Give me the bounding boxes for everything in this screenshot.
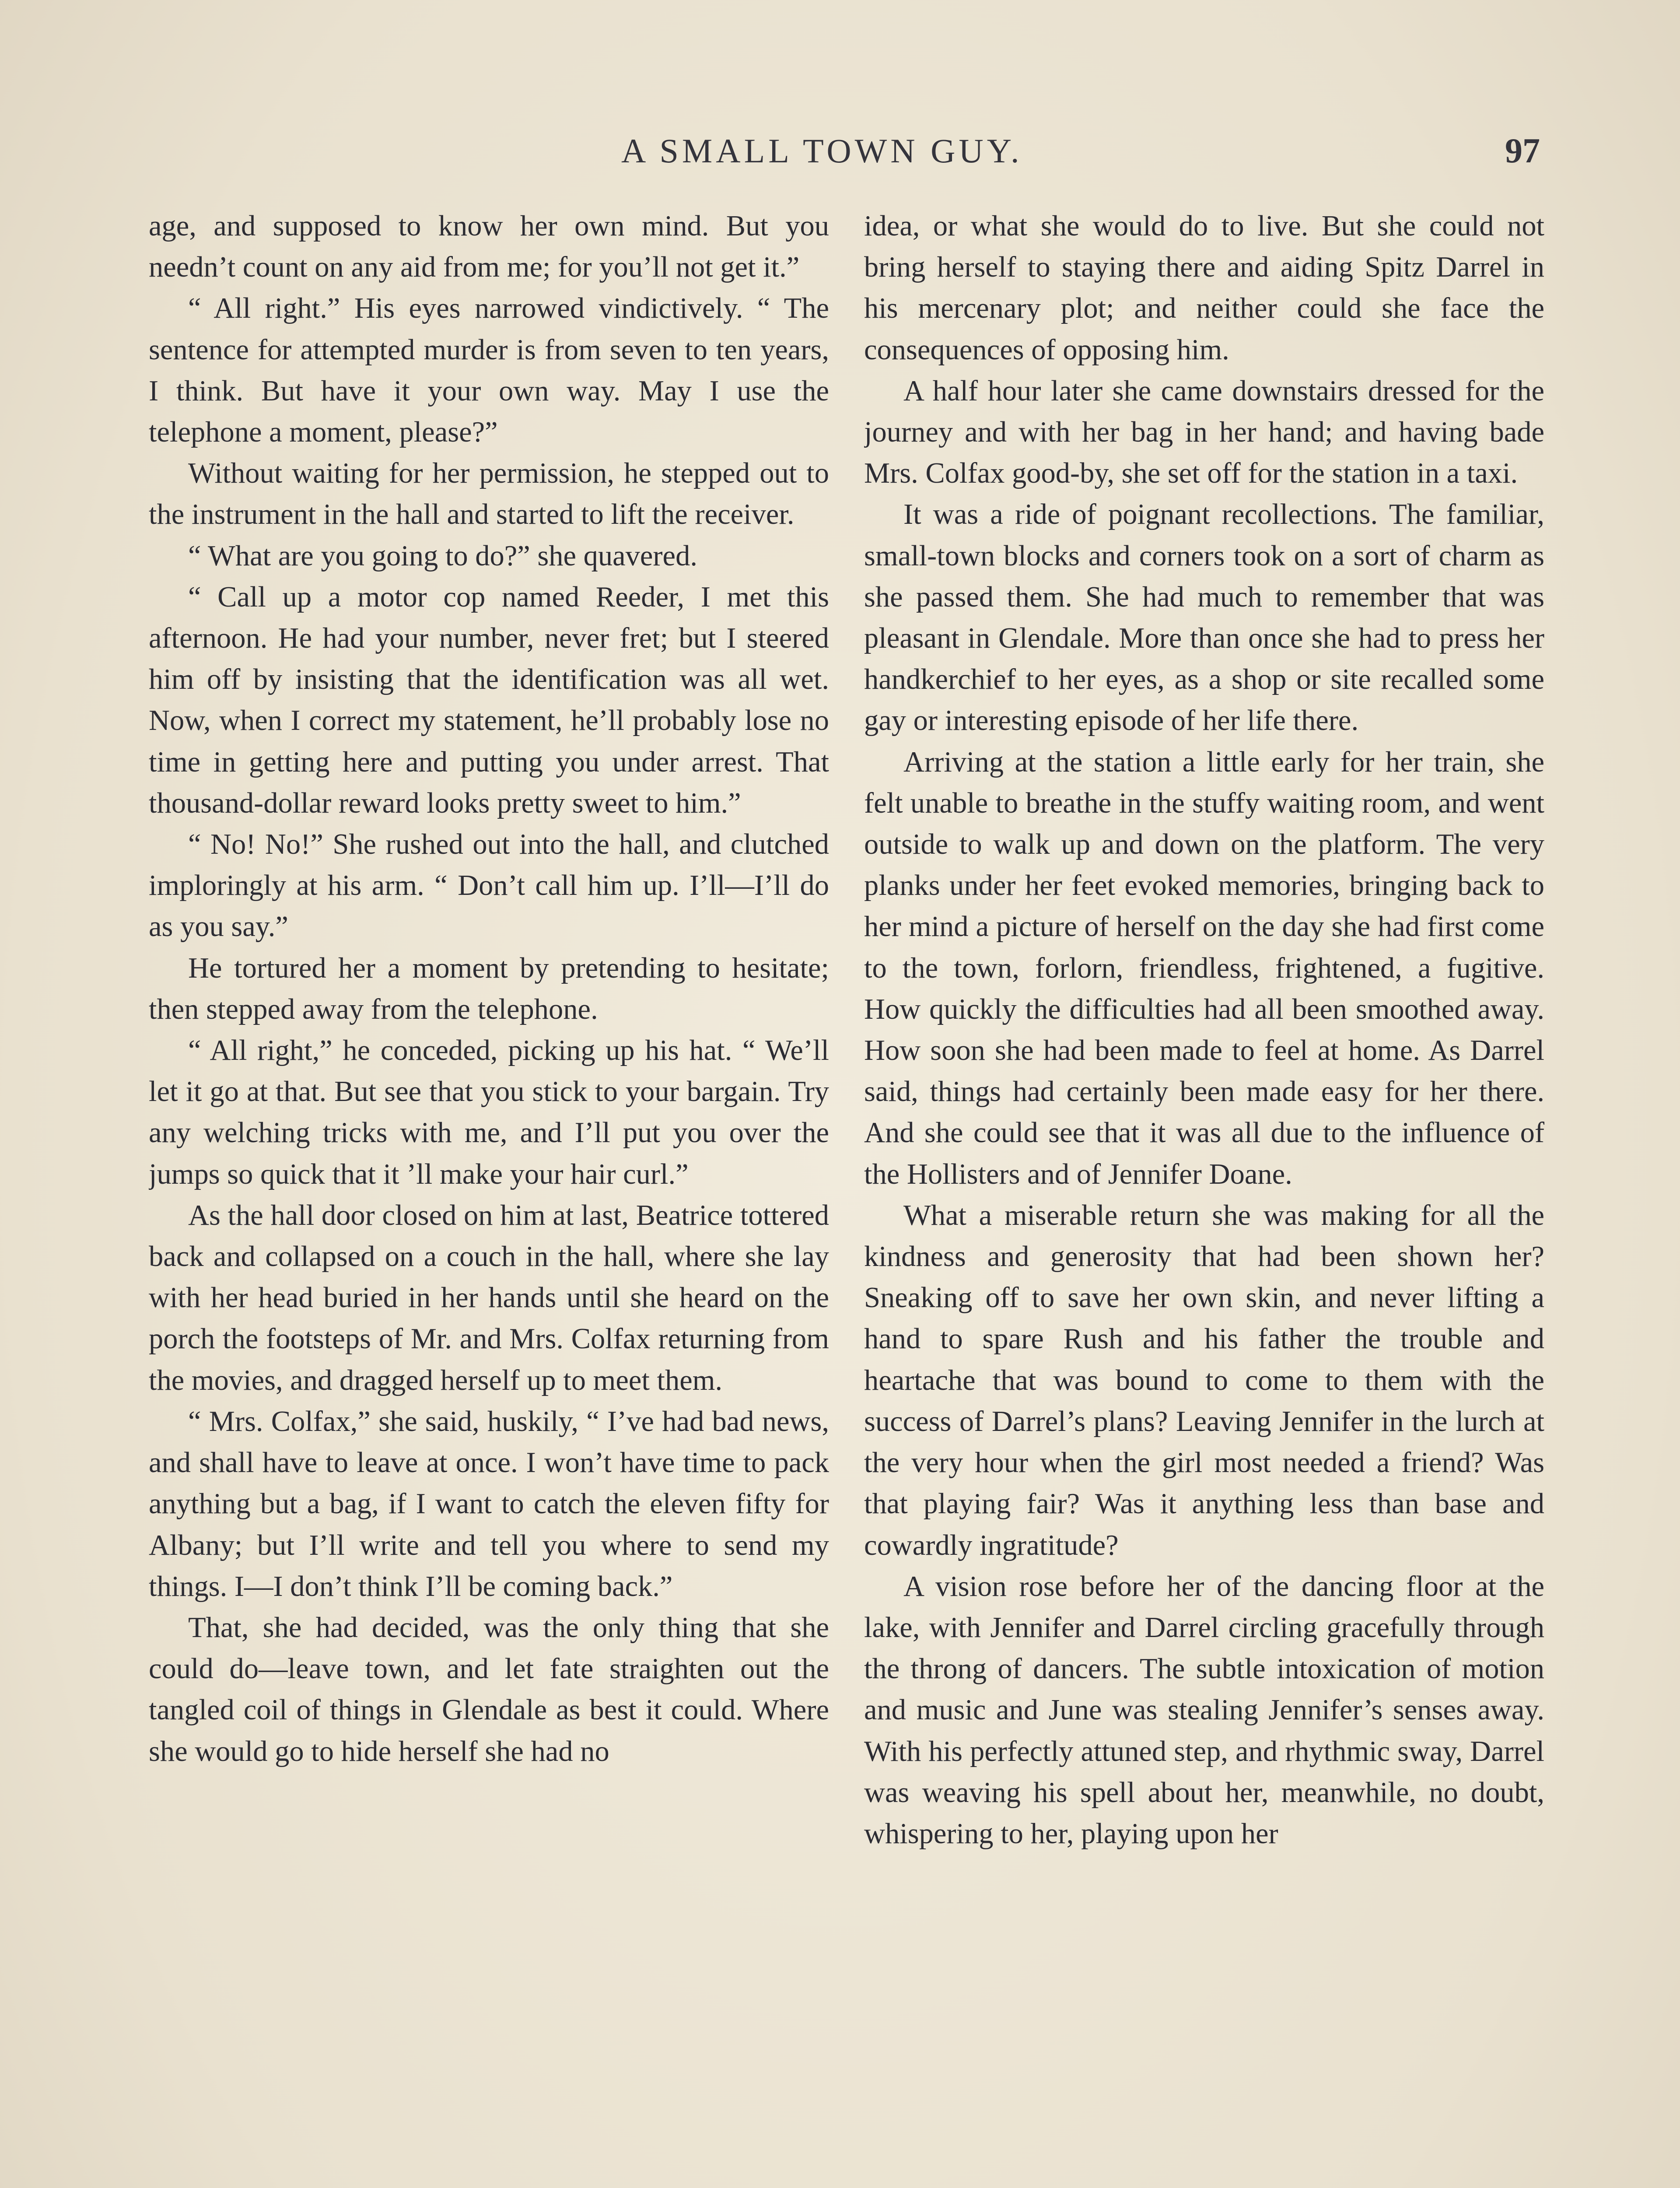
paragraph: “ All right.” His eyes narrowed vindictively. “ The sentence for attempted murder is from seven to ten years, I think. But have it your own way. May I use the telephone a moment, please?” bbox=[149, 292, 829, 449]
paragraph: idea, or what she would do to live. But she could not bring herself to staying there and aiding Spitz Darrel in his mercenary plot; and neither could she face the consequences of opposing him. bbox=[864, 210, 1544, 366]
paragraph: That, she had decided, was the only thing that she could do—leave town, and let fate straighten out the tangled coil of things in Glendale as best it could. Where she would go to hide herself she had no bbox=[149, 1611, 829, 1767]
paragraph: “ No! No!” She rushed out into the hall, and clutched imploringly at his arm. “ Don’t call him up. I’ll—I’ll do as you say.” bbox=[149, 828, 829, 943]
paragraph: age, and supposed to know her own mind. But you needn’t count on any aid from me; for you’ll not get it.” bbox=[149, 210, 829, 284]
paragraph: As the hall door closed on him at last, Beatrice tottered back and collapsed on a couch in the hall, where she lay with her head buried in her hands until she heard on the porch the footsteps of Mr. and Mrs. Colfax returning from the movies, and dragged herself up to meet them. bbox=[149, 1199, 829, 1396]
paragraph: Arriving at the station a little early for her train, she felt unable to breathe in the stuffy waiting room, and went outside to walk up and down on the platform. The very planks under her feet evoked memories, bringing back to her mind a picture of herself on the day she had first come to the town, forlorn, friendless, frightened, a fugitive. How quickly the difficulties had all been smoothed away. How soon she had been made to feel at home. As Darrel said, things had certainly been made easy for her there. And she could see that it was all due to the influence of the Hollisters and of Jennifer Doane. bbox=[864, 746, 1544, 1190]
page-number: 97 bbox=[1505, 132, 1540, 170]
running-title: A SMALL TOWN GUY. bbox=[621, 132, 1023, 170]
paragraph: A half hour later she came downstairs dressed for the journey and with her bag in her hand; and having bade Mrs. Colfax good-by, she set off for the station in a taxi. bbox=[864, 375, 1544, 490]
paragraph: He tortured her a moment by pretending to hesitate; then stepped away from the telephone. bbox=[149, 952, 829, 1025]
paragraph: A vision rose before her of the dancing floor at the lake, with Jennifer and Darrel circling gracefully through the throng of dancers. The subtle intoxication of motion and music and June was stealing Jennifer’s senses away. With his perfectly attuned step, and rhythmic sway, Darrel was weaving his spell about her, meanwhile, no doubt, whispering to her, playing upon her bbox=[864, 1570, 1544, 1850]
paragraph: It was a ride of poignant recollections. The familiar, small-town blocks and corners took on a sort of charm as she passed them. She had much to remember that was pleasant in Glendale. More than once she had to press her handkerchief to her eyes, as a shop or site recalled some gay or interesting episode of her life there. bbox=[864, 498, 1544, 737]
paragraph: What a miserable return she was making for all the kindness and generosity that had been shown her? Sneaking off to save her own skin, and never lifting a hand to spare Rush and his father the trouble and heartache that was bound to come to them with the success of Darrel’s plans? Leaving Jennifer in the lurch at the very hour when the girl most needed a friend? Was that playing fair? Was it anything less than base and cowardly ingratitude? bbox=[864, 1199, 1544, 1561]
right-column bbox=[864, 206, 1544, 2188]
paragraph: “ All right,” he conceded, picking up his hat. “ We’ll let it go at that. But see that you stick to your bargain. Try any welching tricks with me, and I’ll put you over the jumps so quick that it ’ll make your hair curl.” bbox=[149, 1034, 829, 1190]
paragraph: “ Call up a motor cop named Reeder, I met this afternoon. He had your number, never fret; but I steered him off by insisting that the identification was all wet. Now, when I correct my statement, he’ll probably lose no time in getting here and putting you under arrest. That thousand-dollar reward looks pretty sweet to him.” bbox=[149, 581, 829, 819]
paragraph: Without waiting for her permission, he stepped out to the instrument in the hall and started to lift the receiver. bbox=[149, 457, 829, 531]
paragraph: “ Mrs. Colfax,” she said, huskily, “ I’ve had bad news, and shall have to leave at once. I won’t have time to pack anything but a bag, if I want to catch the eleven fifty for Albany; but I’ll write and tell you where to send my things. I—I don’t think I’ll be coming back.” bbox=[149, 1405, 829, 1602]
paragraph: “ What are you going to do?” she quavered. bbox=[188, 540, 697, 572]
left-column bbox=[149, 206, 829, 2188]
